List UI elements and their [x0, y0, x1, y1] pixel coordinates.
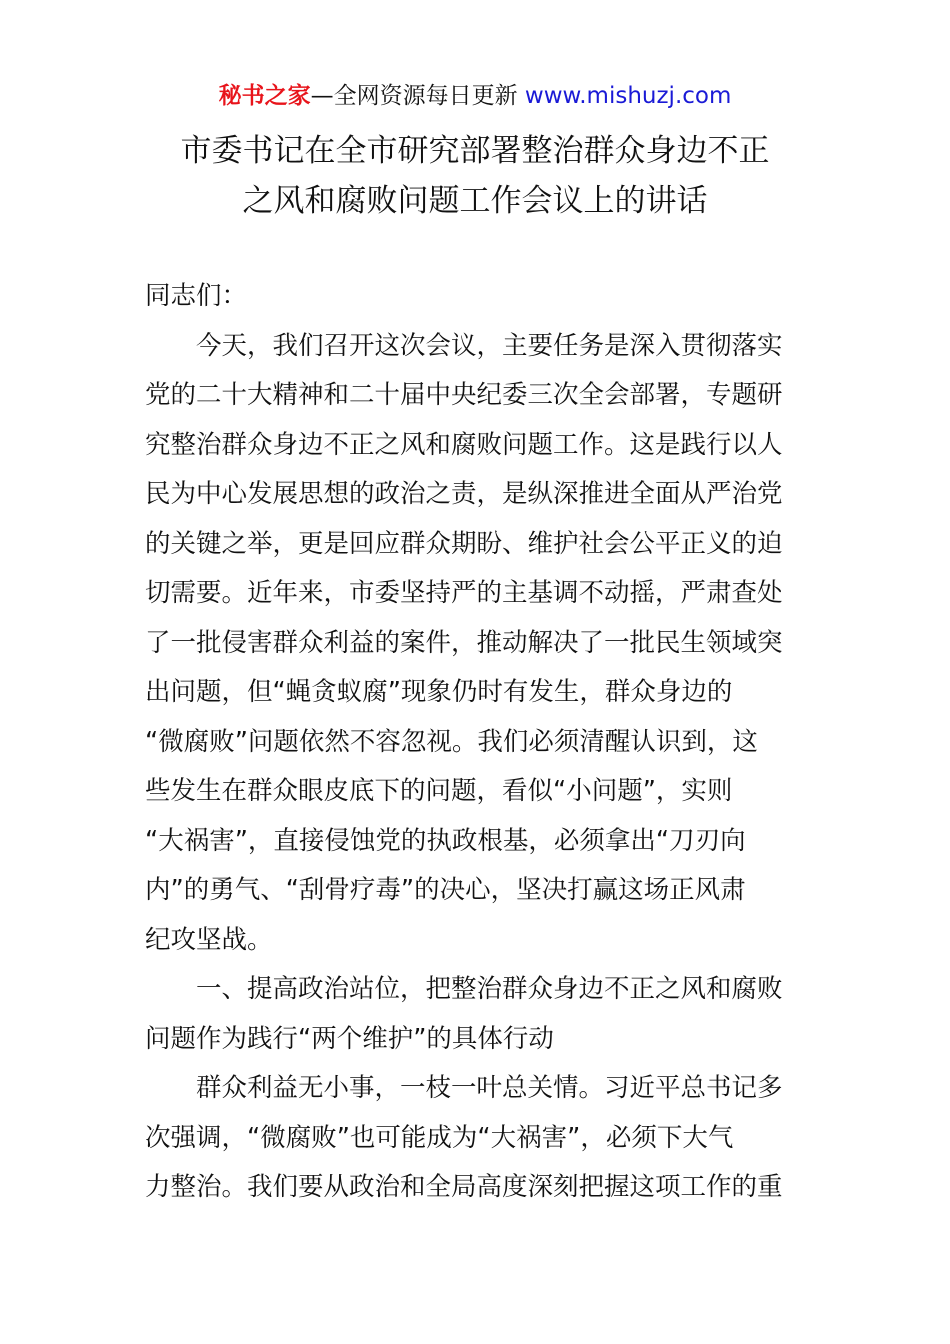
- body-line: 群众利益无小事，一枝一叶总关情。习近平总书记多: [196, 1073, 783, 1103]
- body-line: 些发生在群众眼皮底下的问题，看似“小问题”，实则: [145, 776, 733, 806]
- body-line: 的关键之举，更是回应群众期盼、维护社会公平正义的迫: [145, 528, 783, 559]
- site-header: [0, 80, 950, 112]
- section-heading-line: 一、提高政治站位，把整治群众身边不正之风和腐败: [196, 974, 783, 1004]
- document-body: [145, 272, 810, 1213]
- site-tagline: —全网资源每日更新: [310, 83, 518, 109]
- body-line: 内”的勇气、“刮骨疗毒”的决心，坚决打赢这场正风肃: [145, 875, 746, 905]
- body-line: 了一批侵害群众利益的案件，推动解决了一批民生领域突: [145, 627, 783, 658]
- site-url-link[interactable]: www.mishuzj.com: [524, 83, 732, 109]
- body-line: 出问题，但“蝇贪蚁腐”现象仍时有发生，群众身边的: [145, 677, 733, 707]
- body-line: “大祸害”，直接侵蚀党的执政根基，必须拿出“刀刃向: [145, 825, 746, 856]
- body-line: 究整治群众身边不正之风和腐败问题工作。这是践行以人: [145, 429, 783, 460]
- body-line: 纪攻坚战。: [145, 924, 273, 955]
- site-brand: 秘书之家: [218, 83, 311, 109]
- section-heading-line: 问题作为践行“两个维护”的具体行动: [145, 1023, 554, 1054]
- body-line: 次强调，“微腐败”也可能成为“大祸害”，必须下大气: [145, 1122, 734, 1153]
- title-line-1: 市委书记在全市研究部署整治群众身边不正: [180, 133, 770, 169]
- body-line: 今天，我们召开这次会议，主要任务是深入贯彻落实: [196, 330, 783, 361]
- title-line-2: 之风和腐败问题工作会议上的讲话: [242, 183, 708, 219]
- greeting: 同志们：: [145, 281, 248, 311]
- document-title: [0, 126, 950, 226]
- body-line: “微腐败”问题依然不容忽视。我们必须清醒认识到，这: [145, 726, 758, 757]
- body-line: 党的二十大精神和二十届中央纪委三次全会部署，专题研: [145, 380, 783, 410]
- body-line: 力整治。我们要从政治和全局高度深刻把握这项工作的重: [145, 1172, 783, 1202]
- body-line: 民为中心发展思想的政治之责，是纵深推进全面从严治党: [145, 479, 783, 509]
- body-line: 切需要。近年来，市委坚持严的主基调不动摇，严肃查处: [145, 578, 783, 608]
